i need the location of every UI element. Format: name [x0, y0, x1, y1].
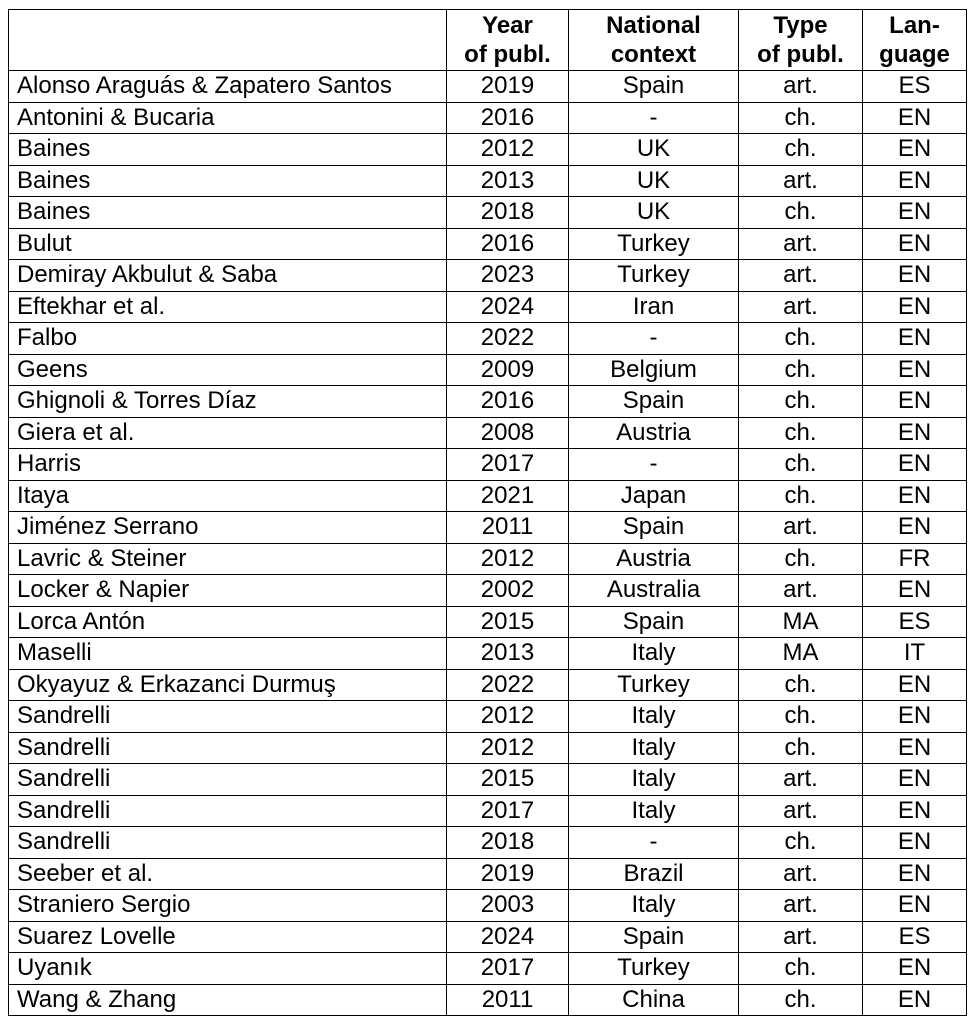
cell-language: EN — [863, 197, 967, 229]
cell-author: Sandrelli — [9, 827, 447, 859]
cell-author: Seeber et al. — [9, 858, 447, 890]
header-language-line2: guage — [879, 41, 950, 68]
cell-national-context: Turkey — [569, 260, 739, 292]
cell-year: 2017 — [447, 795, 569, 827]
cell-author: Locker & Napier — [9, 575, 447, 607]
header-row — [9, 10, 967, 71]
cell-national-context: - — [569, 323, 739, 355]
cell-author: Antonini & Bucaria — [9, 102, 447, 134]
cell-national-context: - — [569, 449, 739, 481]
cell-language: EN — [863, 795, 967, 827]
table-row — [9, 953, 967, 985]
cell-language: EN — [863, 386, 967, 418]
cell-national-context: UK — [569, 197, 739, 229]
table-row — [9, 701, 967, 733]
cell-author: Sandrelli — [9, 764, 447, 796]
cell-language: EN — [863, 858, 967, 890]
cell-year: 2023 — [447, 260, 569, 292]
cell-language: EN — [863, 701, 967, 733]
cell-language: EN — [863, 480, 967, 512]
cell-year: 2018 — [447, 827, 569, 859]
cell-language: IT — [863, 638, 967, 670]
cell-year: 2018 — [447, 197, 569, 229]
table-row — [9, 638, 967, 670]
header-year-line2: of publ. — [464, 41, 551, 68]
cell-language: EN — [863, 134, 967, 166]
cell-national-context: Italy — [569, 732, 739, 764]
cell-type: art. — [739, 165, 863, 197]
cell-author: Sandrelli — [9, 795, 447, 827]
cell-national-context: Spain — [569, 386, 739, 418]
cell-author: Geens — [9, 354, 447, 386]
cell-language: ES — [863, 606, 967, 638]
cell-type: ch. — [739, 386, 863, 418]
cell-year: 2016 — [447, 386, 569, 418]
cell-type: ch. — [739, 984, 863, 1016]
cell-language: EN — [863, 953, 967, 985]
cell-type: ch. — [739, 354, 863, 386]
header-language-line1: Lan- — [889, 12, 940, 39]
cell-language: FR — [863, 543, 967, 575]
cell-type: ch. — [739, 953, 863, 985]
cell-type: art. — [739, 795, 863, 827]
cell-type: art. — [739, 512, 863, 544]
table-row — [9, 543, 967, 575]
cell-language: EN — [863, 323, 967, 355]
table-header — [9, 10, 967, 71]
cell-language: EN — [863, 165, 967, 197]
cell-author: Harris — [9, 449, 447, 481]
cell-type: art. — [739, 858, 863, 890]
table-row — [9, 827, 967, 859]
cell-national-context: Italy — [569, 890, 739, 922]
cell-year: 2013 — [447, 165, 569, 197]
cell-type: ch. — [739, 323, 863, 355]
cell-national-context: UK — [569, 134, 739, 166]
cell-author: Straniero Sergio — [9, 890, 447, 922]
table-row — [9, 354, 967, 386]
cell-author: Sandrelli — [9, 701, 447, 733]
cell-national-context: Turkey — [569, 228, 739, 260]
cell-national-context: - — [569, 102, 739, 134]
cell-language: EN — [863, 512, 967, 544]
cell-national-context: Iran — [569, 291, 739, 323]
cell-national-context: Spain — [569, 71, 739, 103]
table-row — [9, 134, 967, 166]
cell-author: Ghignoli & Torres Díaz — [9, 386, 447, 418]
cell-author: Baines — [9, 134, 447, 166]
table-row — [9, 669, 967, 701]
publications-table — [8, 9, 967, 1016]
cell-national-context: Turkey — [569, 669, 739, 701]
cell-national-context: Austria — [569, 417, 739, 449]
cell-type: ch. — [739, 543, 863, 575]
cell-year: 2002 — [447, 575, 569, 607]
cell-language: EN — [863, 354, 967, 386]
cell-type: ch. — [739, 827, 863, 859]
cell-type: MA — [739, 638, 863, 670]
cell-national-context: Spain — [569, 606, 739, 638]
table-row — [9, 197, 967, 229]
cell-type: art. — [739, 764, 863, 796]
cell-author: Demiray Akbulut & Saba — [9, 260, 447, 292]
cell-year: 2011 — [447, 984, 569, 1016]
header-type-line2: of publ. — [757, 41, 844, 68]
cell-language: EN — [863, 575, 967, 607]
header-national-context — [569, 10, 739, 71]
table-row — [9, 228, 967, 260]
header-year-line1: Year — [482, 12, 533, 39]
cell-language: EN — [863, 260, 967, 292]
cell-type: MA — [739, 606, 863, 638]
cell-national-context: Italy — [569, 701, 739, 733]
cell-author: Falbo — [9, 323, 447, 355]
cell-national-context: Brazil — [569, 858, 739, 890]
cell-year: 2003 — [447, 890, 569, 922]
header-language — [863, 10, 967, 71]
cell-year: 2008 — [447, 417, 569, 449]
cell-language: EN — [863, 449, 967, 481]
header-type — [739, 10, 863, 71]
cell-author: Lavric & Steiner — [9, 543, 447, 575]
cell-author: Bulut — [9, 228, 447, 260]
cell-type: ch. — [739, 134, 863, 166]
table-row — [9, 575, 967, 607]
cell-national-context: Japan — [569, 480, 739, 512]
cell-year: 2017 — [447, 449, 569, 481]
cell-year: 2015 — [447, 606, 569, 638]
cell-year: 2024 — [447, 291, 569, 323]
cell-language: EN — [863, 984, 967, 1016]
cell-author: Itaya — [9, 480, 447, 512]
cell-author: Eftekhar et al. — [9, 291, 447, 323]
cell-year: 2017 — [447, 953, 569, 985]
table-row — [9, 386, 967, 418]
cell-language: EN — [863, 669, 967, 701]
table-row — [9, 260, 967, 292]
cell-author: Wang & Zhang — [9, 984, 447, 1016]
table-row — [9, 984, 967, 1016]
cell-type: art. — [739, 575, 863, 607]
cell-author: Baines — [9, 197, 447, 229]
cell-author: Suarez Lovelle — [9, 921, 447, 953]
cell-language: ES — [863, 921, 967, 953]
cell-author: Uyanık — [9, 953, 447, 985]
table-row — [9, 102, 967, 134]
cell-year: 2015 — [447, 764, 569, 796]
cell-year: 2012 — [447, 732, 569, 764]
cell-language: EN — [863, 417, 967, 449]
cell-type: art. — [739, 921, 863, 953]
cell-type: art. — [739, 291, 863, 323]
cell-type: ch. — [739, 449, 863, 481]
cell-language: EN — [863, 291, 967, 323]
table-row — [9, 732, 967, 764]
cell-national-context: UK — [569, 165, 739, 197]
cell-year: 2016 — [447, 228, 569, 260]
cell-type: ch. — [739, 701, 863, 733]
cell-national-context: Italy — [569, 795, 739, 827]
cell-national-context: China — [569, 984, 739, 1016]
cell-language: EN — [863, 228, 967, 260]
table-row — [9, 512, 967, 544]
cell-type: art. — [739, 228, 863, 260]
cell-year: 2022 — [447, 669, 569, 701]
cell-national-context: Italy — [569, 638, 739, 670]
cell-language: EN — [863, 827, 967, 859]
cell-year: 2012 — [447, 543, 569, 575]
cell-author: Maselli — [9, 638, 447, 670]
header-context-line2: context — [610, 41, 697, 68]
table-row — [9, 71, 967, 103]
cell-type: ch. — [739, 480, 863, 512]
cell-type: ch. — [739, 669, 863, 701]
cell-year: 2016 — [447, 102, 569, 134]
cell-year: 2012 — [447, 701, 569, 733]
cell-year: 2013 — [447, 638, 569, 670]
table-row — [9, 323, 967, 355]
cell-type: art. — [739, 260, 863, 292]
cell-national-context: Spain — [569, 921, 739, 953]
cell-author: Okyayuz & Erkazanci Durmuş — [9, 669, 447, 701]
table-row — [9, 417, 967, 449]
cell-language: ES — [863, 71, 967, 103]
cell-national-context: Australia — [569, 575, 739, 607]
cell-author: Baines — [9, 165, 447, 197]
cell-author: Jiménez Serrano — [9, 512, 447, 544]
cell-type: ch. — [739, 417, 863, 449]
header-type-line1: Type — [773, 12, 828, 39]
table-row — [9, 480, 967, 512]
cell-year: 2011 — [447, 512, 569, 544]
table-row — [9, 291, 967, 323]
cell-year: 2009 — [447, 354, 569, 386]
cell-author: Giera et al. — [9, 417, 447, 449]
cell-national-context: - — [569, 827, 739, 859]
cell-author: Lorca Antón — [9, 606, 447, 638]
cell-year: 2021 — [447, 480, 569, 512]
table-row — [9, 449, 967, 481]
cell-type: ch. — [739, 102, 863, 134]
cell-language: EN — [863, 102, 967, 134]
cell-year: 2019 — [447, 858, 569, 890]
cell-type: art. — [739, 890, 863, 922]
header-year — [447, 10, 569, 71]
cell-author: Sandrelli — [9, 732, 447, 764]
table-body — [9, 71, 967, 1016]
cell-language: EN — [863, 890, 967, 922]
cell-author: Alonso Araguás & Zapatero Santos — [9, 71, 447, 103]
cell-year: 2022 — [447, 323, 569, 355]
cell-national-context: Austria — [569, 543, 739, 575]
header-author — [9, 10, 447, 71]
cell-type: ch. — [739, 732, 863, 764]
table-row — [9, 890, 967, 922]
cell-type: ch. — [739, 197, 863, 229]
table-row — [9, 858, 967, 890]
cell-year: 2012 — [447, 134, 569, 166]
table-row — [9, 921, 967, 953]
cell-national-context: Turkey — [569, 953, 739, 985]
table-row — [9, 606, 967, 638]
table-row — [9, 795, 967, 827]
cell-language: EN — [863, 764, 967, 796]
cell-language: EN — [863, 732, 967, 764]
table-row — [9, 165, 967, 197]
cell-year: 2024 — [447, 921, 569, 953]
cell-type: art. — [739, 71, 863, 103]
header-context-line1: National — [606, 12, 701, 39]
cell-year: 2019 — [447, 71, 569, 103]
cell-national-context: Spain — [569, 512, 739, 544]
cell-national-context: Italy — [569, 764, 739, 796]
cell-national-context: Belgium — [569, 354, 739, 386]
table-row — [9, 764, 967, 796]
